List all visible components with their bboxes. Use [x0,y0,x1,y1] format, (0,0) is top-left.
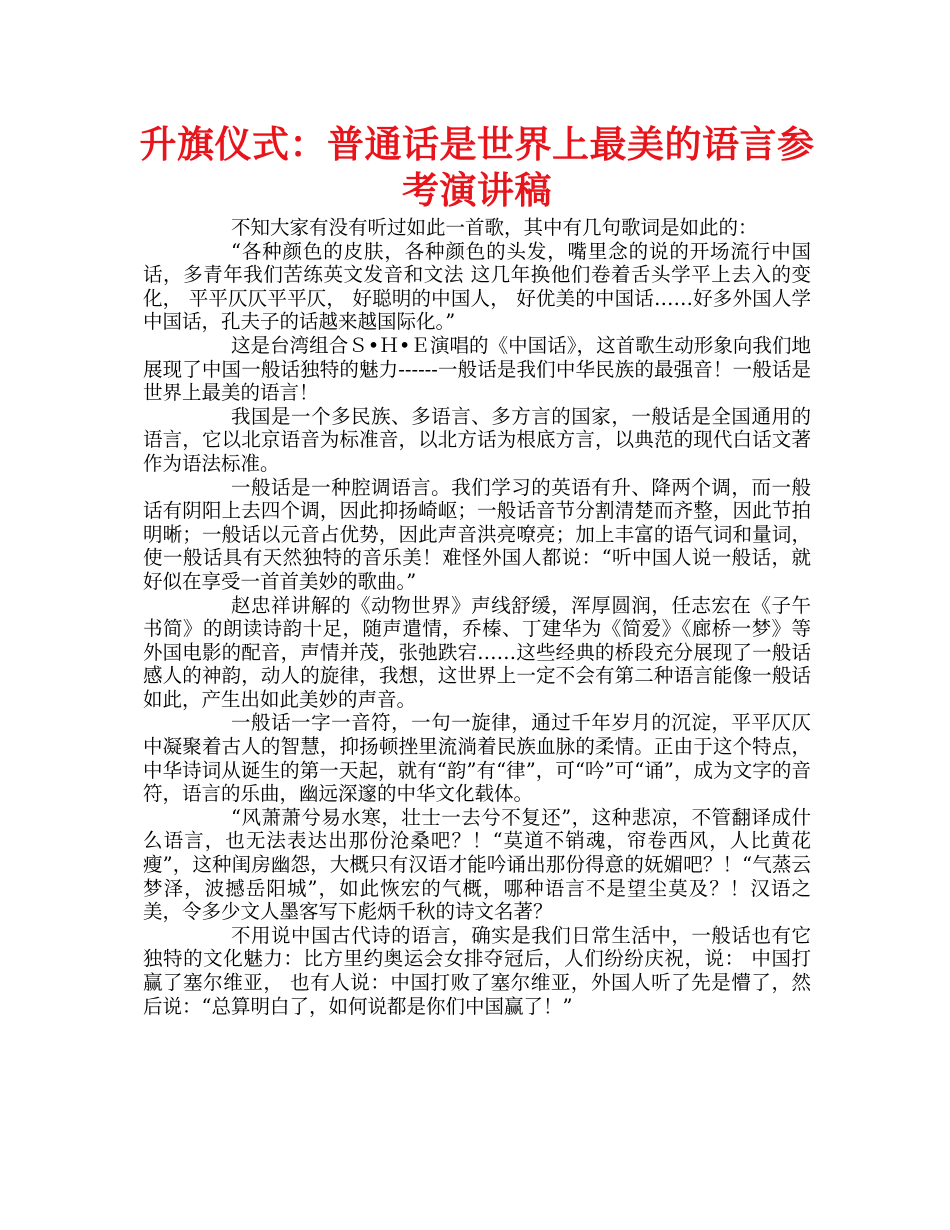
paragraph-lyrics-quote: “各种颜色的皮肤，各种颜色的头发，嘴里念的说的开场流行中国话，多青年我们苦练英文发音和文法 这几年换他们卷着舌头学平上去入的变化， 平平仄仄平平仄， 好聪明的中国人， 好优美的中国话……好多外国人学中国话，孔夫子的话越来越国际化。” [143,239,811,334]
paragraph-intro: 不知大家有没有听过如此一首歌，其中有几句歌词是如此的： [231,216,758,239]
document-page [139,122,815,1018]
paragraph-multilingual-nation: 我国是一个多民族、多语言、多方言的国家，一般话是全国通用的语言，它以北京语音为标准音，以北方话为根底方言，以典范的现代白话文著作为语法标准。 [143,404,811,475]
paragraph-broadcasters: 赵忠祥讲解的《动物世界》声线舒缓，浑厚圆润，任志宏在《子午书简》的朗读诗韵十足，随声遣情，乔榛、丁建华为《简爱》《廊桥一梦》等外国电影的配音，声情并茂，张弛跌宕……这些经典的桥段充分展现了一般话感人的神韵，动人的旋律，我想，这世界上一定不会有第二种语言能像一般话如此，产生出如此美妙的声音。 [143,593,811,711]
document-title: 升旗仪式：普通话是世界上最美的语言参考演讲稿 [139,123,815,212]
paragraph-poetry-rhythm: 一般话一字一音符，一句一旋律，通过千年岁月的沉淀，平平仄仄中凝聚着古人的智慧，抑扬顿挫里流淌着民族血脉的柔情。正由于这个特点，中华诗词从诞生的第一天起，就有“韵”有“律”，可“吟”可“诵”，成为文字的音符，语言的乐曲，幽远深邃的中华文化载体。 [143,711,811,806]
paragraph-daily-life: 不用说中国古代诗的语言，确实是我们日常生活中，一般话也有它独特的文化魅力：比方里约奥运会女排夺冠后，人们纷纷庆祝，说： 中国打赢了塞尔维亚， 也有人说：中国打败了塞尔维亚，外国人听了先是懵了，然后说：“总算明白了，如何说都是你们中国赢了！” [143,923,811,1018]
paragraph-classic-poems: “风萧萧兮易水寒，壮士一去兮不复还”，这种悲凉，不管翻译成什么语言，也无法表达出那份沧桑吧？！“莫道不销魂，帘卷西风，人比黄花瘦”，这种闺房幽怨，大概只有汉语才能吟诵出那份得意的妩媚吧？！“气蒸云梦泽，波撼岳阳城”，如此恢宏的气概，哪种语言不是望尘莫及？！汉语之美，令多少文人墨客写下彪炳千秋的诗文名著？ [143,805,811,924]
paragraph-tonal-language: 一般话是一种腔调语言。我们学习的英语有升、降两个调，而一般话有阴阳上去四个调，因此抑扬崎岖；一般话音节分割清楚而齐整，因此节拍明晰；一般话以元音占优势，因此声音洪亮嘹亮；加上丰富的语气词和量词，使一般话具有天然独特的音乐美！难怪外国人都说：“听中国人说一般话，就好似在享受一首首美妙的歌曲。” [143,475,811,593]
paragraph-she-song: 这是台湾组合Ｓ•Ｈ•Ｅ演唱的《中国话》，这首歌生动形象向我们地展现了中国一般话独特的魅力------一般话是我们中华民族的最强音！一般话是世界上最美的语言！ [143,333,811,405]
document-body [143,216,811,1018]
